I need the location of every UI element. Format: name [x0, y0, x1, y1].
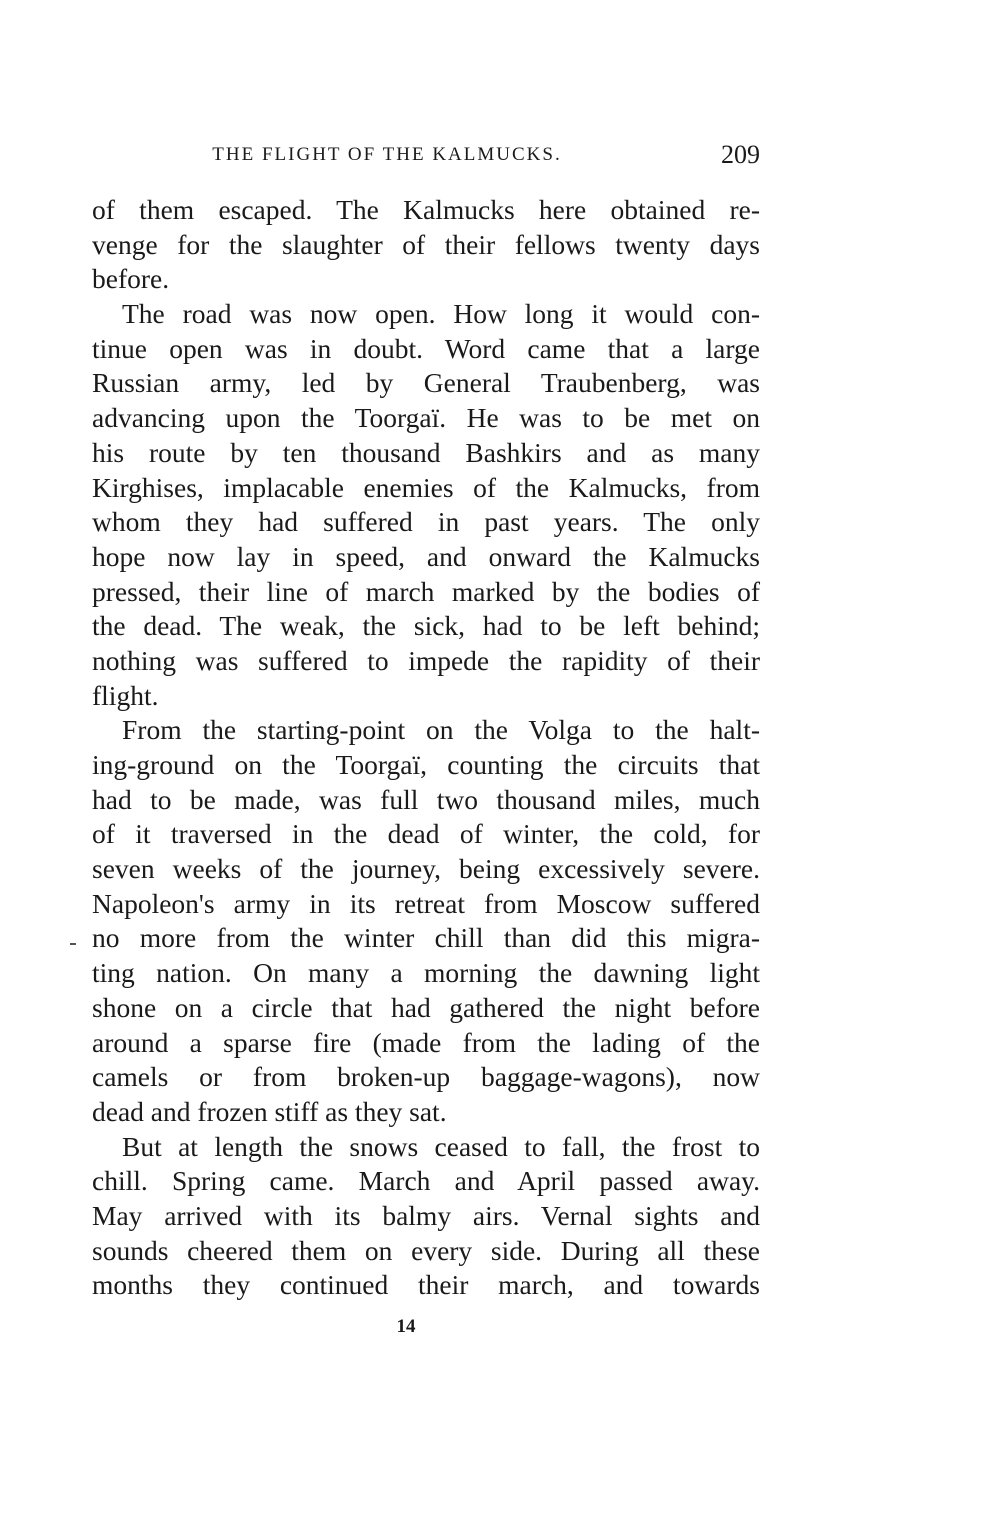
text-line: From the starting-point on the Volga to the halt- [122, 714, 760, 746]
paragraph [92, 193, 760, 297]
text-line: before. [92, 263, 170, 295]
text-line: pressed, their line of march marked by the bodies of [92, 575, 760, 607]
paragraph [92, 1130, 760, 1303]
margin-mark [70, 943, 76, 945]
text-line: flight. [92, 679, 159, 711]
text-line: ting nation. On many a morning the dawning light [92, 957, 760, 989]
text-line: his route by ten thousand Bashkirs and as many [92, 436, 760, 468]
running-head [92, 140, 760, 174]
paragraph [92, 713, 760, 1129]
text-line: May arrived with its balmy airs. Vernal sights and [92, 1199, 760, 1231]
text-line: whom they had suffered in past years. The only [92, 506, 760, 538]
text-line: advancing upon the Toorgaï. He was to be met on [92, 402, 760, 434]
text-line: of it traversed in the dead of winter, the cold, for [92, 818, 760, 850]
text-line: no more from the winter chill than did this migra- [92, 922, 760, 954]
signature-mark: 14 [396, 1316, 416, 1337]
text-line: around a sparse fire (made from the lading of the [92, 1026, 760, 1058]
text-line: months they continued their march, and towards [92, 1269, 760, 1301]
text-line: Napoleon's army in its retreat from Moscow suffered [92, 887, 760, 919]
text-line: ing-ground on the Toorgaï, counting the circuits that [92, 749, 760, 780]
paragraph [92, 297, 760, 713]
body-text [92, 193, 760, 1303]
text-line: shone on a circle that had gathered the night before [92, 991, 760, 1023]
text-line: dead and frozen stiff as they sat. [92, 1095, 447, 1127]
text-line: nothing was suffered to impede the rapidity of their [92, 644, 760, 676]
text-line: Russian army, led by General Traubenberg, was [92, 367, 760, 399]
text-line: of them escaped. The Kalmucks here obtained re- [92, 194, 760, 225]
text-line: The road was now open. How long it would con- [122, 298, 760, 330]
text-line: sounds cheered them on every side. During all these [92, 1234, 760, 1266]
text-line: seven weeks of the journey, being excessively severe. [92, 853, 760, 885]
text-line: had to be made, was full two thousand miles, much [92, 783, 760, 815]
page-number: 209 [721, 140, 760, 169]
text-line: chill. Spring came. March and April passed away. [92, 1165, 760, 1197]
text-line: the dead. The weak, the sick, had to be left behind; [92, 610, 760, 642]
text-line: camels or from broken-up baggage-wagons), now [92, 1061, 760, 1093]
text-line: hope now lay in speed, and onward the Kalmucks [92, 540, 760, 572]
running-title: THE FLIGHT OF THE KALMUCKS. [212, 144, 562, 165]
text-line: tinue open was in doubt. Word came that a large [92, 332, 760, 364]
text-line: venge for the slaughter of their fellows twenty days [92, 228, 760, 260]
text-line: Kirghises, implacable enemies of the Kalmucks, from [92, 471, 760, 503]
text-line: But at length the snows ceased to fall, the frost to [122, 1130, 760, 1162]
